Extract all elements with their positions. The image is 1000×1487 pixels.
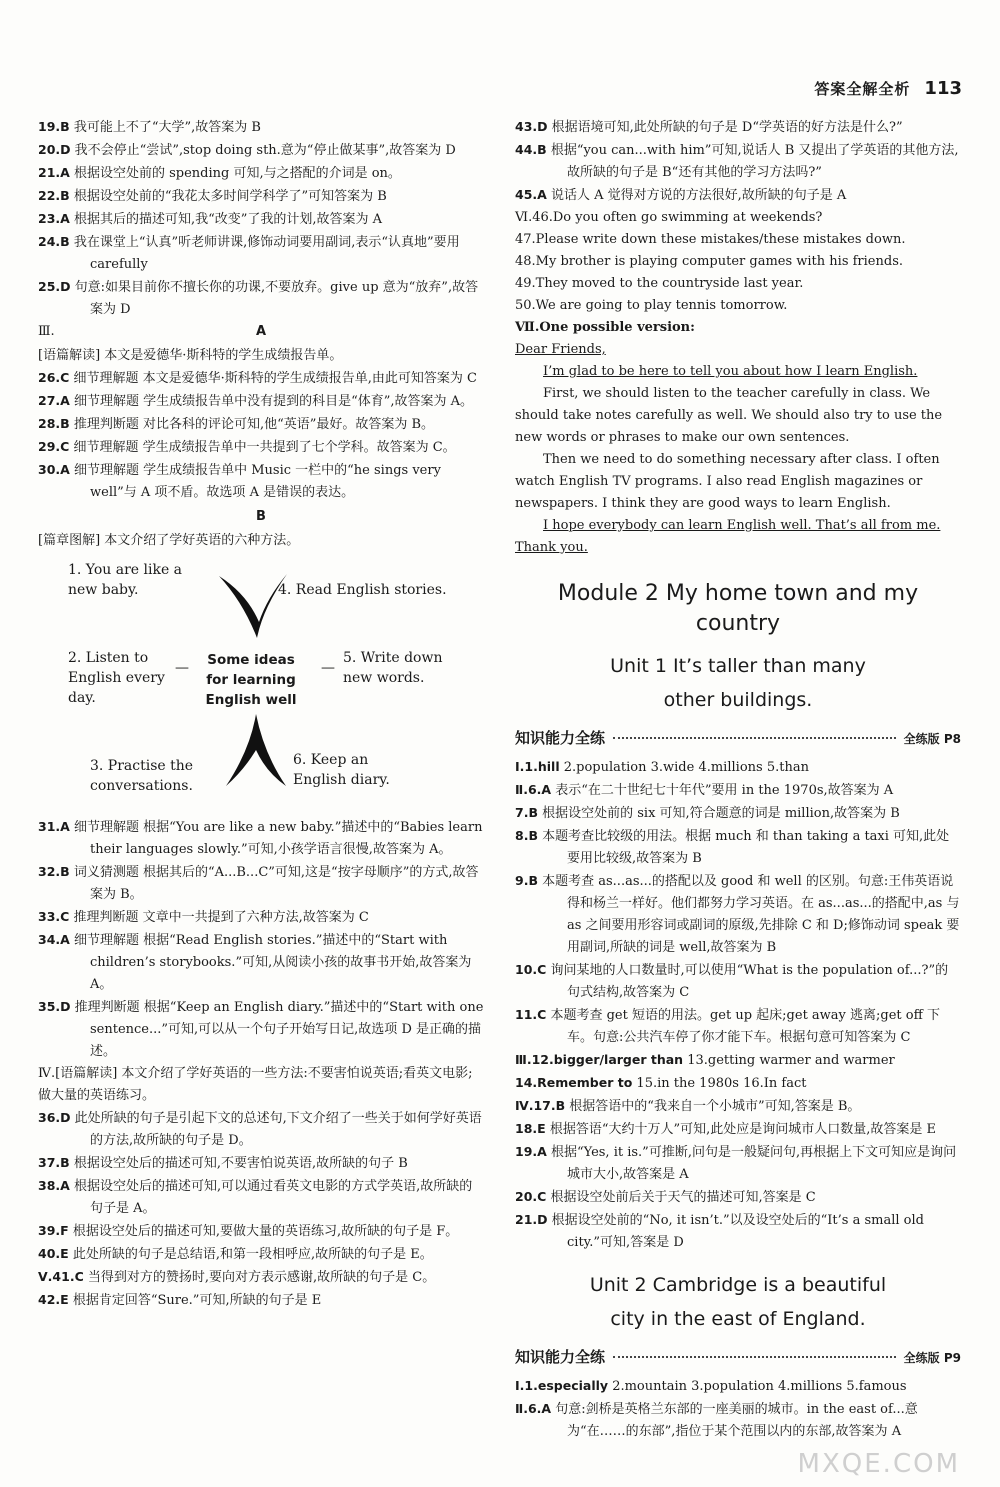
answer-text: 细节理解题 根据“Read English stories.”描述中的“Start with children’s storybooks.”可知,从阅读小孩的故事书开始,故答案为 A。 [73, 933, 472, 992]
diagram-center: Some ideas for learning English well [205, 652, 297, 708]
answer-text: 询问某地的人口数量时,可以使用“What is the population of...?”的句式结构,故答案为 C [550, 963, 949, 1000]
answer-number: 7.B [515, 805, 538, 820]
answer-item [515, 959, 961, 1004]
answer-item [515, 1209, 961, 1254]
answer-text: 本题考查 get 短语的用法。get up 起床;get away 逃离;get off 下车。句意:公共汽车停了你才能下车。根据句意可知答案为 C [550, 1008, 940, 1045]
answer-number: 18.E [515, 1121, 546, 1136]
answer-text: 根据答语“大约十万人”可知,此处应是询问城市人口数量,故答案是 E [549, 1122, 937, 1137]
answer-number: 14.Remember to [515, 1075, 633, 1090]
answer-text: 根据“you can...with him”可知,说话人 B 又提出了学英语的其他方法,故所缺的句子是 B“还有其他的学习方法吗?” [550, 143, 959, 180]
answer-text: 我在课堂上“认真”听老师讲课,修饰动词要用副词,表示“认真地”要用 carefully [73, 235, 460, 272]
answer-text: 根据设空处后的描述可知,可以通过看英文电影的方式学英语,故所缺的句子是 A。 [73, 1179, 473, 1216]
answer-text: 细节理解题 本文是爱德华·斯科特的学生成绩报告单,由此可知答案为 C [73, 371, 477, 386]
section-title: 知识能力全练 [515, 729, 606, 747]
answer-text: 15.in the 1980s 16.In fact [636, 1076, 807, 1091]
answer-item [38, 861, 484, 906]
answer-item [38, 276, 484, 321]
answer-number: Ⅲ.12.bigger/larger than [515, 1052, 684, 1067]
answer-list [38, 116, 484, 321]
ideas-diagram [38, 560, 484, 810]
unit-title: other buildings. [663, 689, 813, 711]
answer-text: 2.population 3.wide 4.millions 5.than [563, 760, 809, 775]
header-title: 答案全解全析 [814, 80, 911, 98]
answer-text: 此处所缺的句子是引起下文的总述句,下文介绍了一些关于如何学好英语的方法,故所缺的句子是 D。 [74, 1111, 482, 1148]
answer-list [515, 756, 961, 1254]
answer-item [38, 413, 484, 436]
dotted-leader [613, 737, 896, 739]
answer-item [515, 1072, 961, 1095]
answer-item [38, 929, 484, 996]
answer-text: 推理判断题 对比各科的评论可知,他“英语”最好。故答案为 B。 [73, 417, 435, 432]
answer-text: 根据设空处前的 spending 可知,与之搭配的介词是 on。 [73, 166, 401, 181]
answer-number: 21.A [38, 165, 70, 180]
module-title: Module 2 My home town and my country [557, 581, 919, 636]
answer-number: 32.B [38, 864, 70, 879]
answer-item [38, 459, 484, 504]
answer-item [38, 1243, 484, 1266]
answer-item [515, 1398, 961, 1443]
answer-item [38, 1266, 484, 1289]
unit-title: Unit 2 Cambridge is a beautiful [589, 1274, 887, 1296]
section-bar [515, 1346, 961, 1369]
answer-item [515, 1095, 961, 1118]
answer-number: 19.B [38, 119, 70, 134]
left-column [38, 116, 484, 1312]
answer-number: Ⅴ.41.C [38, 1269, 84, 1284]
answer-item [515, 756, 961, 779]
answer-text: 说话人 A 觉得对方说的方法很好,故所缺的句子是 A [550, 188, 847, 203]
answer-number: 23.A [38, 211, 70, 226]
watermark: MXQE.COM [797, 1449, 960, 1479]
answer-number: 39.F [38, 1223, 69, 1238]
answer-number: 37.B [38, 1155, 70, 1170]
answer-number: 35.D [38, 999, 71, 1014]
answer-item [515, 116, 961, 139]
answer-item [38, 367, 484, 390]
answer-number: 31.A [38, 819, 70, 834]
answer-text: 细节理解题 学生成绩报告单中没有提到的科目是“体育”,故答案为 A。 [73, 394, 474, 409]
answer-text: 推理判断题 根据“Keep an English diary.”描述中的“Start with one sentence...”可知,可以从一个句子开始写日记,故选项 D 是正确的描述。 [74, 1000, 484, 1059]
diagram-node-5: 5. Write down new words. [343, 650, 443, 686]
answer-item [515, 1118, 961, 1141]
answer-item [38, 162, 484, 185]
answer-text: 词义猜测题 根据其后的“A...B...C”可知,这是“按字母顺序”的方式,故答案为 B。 [73, 865, 479, 902]
essay-paragraph: I’m glad to be here to tell you about how I learn English. [543, 364, 918, 379]
diagram-node-2: 2. Listen to English every day. [68, 650, 165, 706]
brush-stroke-bottom [220, 710, 292, 790]
unit-title: city in the east of England. [610, 1308, 866, 1330]
answer-number: Ⅰ.1.especially [515, 1378, 609, 1393]
answer-item [515, 802, 961, 825]
answer-text: 根据语境可知,此处所缺的句子是 D“学英语的好方法是什么?” [551, 120, 903, 135]
answer-text: 我不会停止“尝试”,stop doing sth.意为“停止做某事”,故答案为 D [74, 143, 456, 158]
answer-item [38, 1152, 484, 1175]
answer-text: 本题考查比较级的用法。根据 much 和 than taking a taxi 可知,此处要用比较级,故答案为 B [542, 829, 950, 866]
answer-item [515, 779, 961, 802]
answer-number: 9.B [515, 873, 538, 888]
answer-text: 根据设空处前的 six 可知,符合题意的词是 million,故答案为 B [542, 806, 900, 821]
answer-text: 根据肯定回答“Sure.”可知,所缺的句子是 E [72, 1293, 322, 1308]
answer-number: 45.A [515, 187, 547, 202]
answer-text: 推理判断题 文章中一共提到了六种方法,故答案为 C [73, 910, 369, 925]
answer-number: 8.B [515, 828, 538, 843]
translation-sentence: 50.We are going to play tennis tomorrow. [515, 298, 788, 313]
answer-item [38, 1107, 484, 1152]
answer-number: 27.A [38, 393, 70, 408]
answer-item [38, 906, 484, 929]
answer-item [38, 816, 484, 861]
answer-number: 10.C [515, 962, 547, 977]
answer-item [38, 390, 484, 413]
sentence-list [515, 207, 961, 317]
answer-item [515, 825, 961, 870]
brush-stroke-top [213, 568, 293, 644]
answer-number: 20.C [515, 1189, 547, 1204]
answer-number: 22.B [38, 188, 70, 203]
answer-text: 细节理解题 学生成绩报告单中 Music 一栏中的“he sings very well”与 A 项不盾。故选项 A 是错误的表达。 [73, 463, 441, 500]
translation-sentence: 47.Please write down these mistakes/these mistakes down. [515, 232, 906, 247]
answer-number: Ⅰ.1.hill [515, 759, 560, 774]
essay-heading: Ⅶ.One possible version: [515, 320, 695, 335]
diagram-node-4: 4. Read English stories. [278, 582, 447, 598]
answer-text: 本题考查 as...as...的搭配以及 good 和 well 的区别。句意:王伟英语说得和杨兰一样好。他们都努力学习英语。在 as...as...的搭配中,as 与 as 之间要用形容词或副词的原级,先排除 C 和 D;修饰动词 speak 要用副词,所缺的词是 well,故答案为 B [542, 874, 960, 955]
answer-item [38, 116, 484, 139]
answer-text: 句意:如果目前你不擅长你的功课,不要放弃。give up 意为“放弃”,故答案为 D [74, 280, 479, 317]
answer-number: 20.D [38, 142, 71, 157]
passage-label: B [256, 509, 266, 524]
answer-text: 根据设空处前的“我花太多时间学科学了”可知答案为 B [73, 189, 387, 204]
answer-text: 细节理解题 根据“You are like a new baby.”描述中的“Babies learn their languages slowly.”可知,小孩学语言很慢,故答案为 A。 [73, 820, 483, 857]
dotted-leader [613, 1356, 896, 1358]
answer-number: Ⅱ.6.A [515, 1401, 552, 1416]
answer-text: 句意:剑桥是英格兰东部的一座美丽的城市。in the east of...意为“在……的东部”,指位于某个范围以内的东部,故答案为 A [555, 1402, 918, 1439]
answer-text: 根据“Yes, it is.”可推断,问句是一般疑问句,再根据上下文可知应是询问城市大小,故答案是 A [550, 1145, 957, 1182]
answer-item [38, 1175, 484, 1220]
reading-note: [语篇解读] 本文是爱德华·斯科特的学生成绩报告单。 [38, 348, 343, 363]
essay-paragraph: I hope everybody can learn English well. That’s all from me. Thank you. [515, 518, 941, 555]
section-ref: 全练版 P9 [903, 1351, 961, 1365]
answer-list [38, 367, 484, 504]
answer-text: 根据设空处后的描述可知,要做大量的英语练习,故所缺的句子是 F。 [72, 1224, 459, 1239]
answer-item [515, 1141, 961, 1186]
answer-text: 根据设空处后的描述可知,不要害怕说英语,故所缺的句子 B [73, 1156, 408, 1171]
answer-number: 24.B [38, 234, 70, 249]
connector-dash: — [321, 660, 335, 676]
answer-number: 33.C [38, 909, 70, 924]
section-bar [515, 727, 961, 750]
diagram-node-1: 1. You are like a new baby. [68, 562, 183, 598]
right-column [515, 116, 961, 1443]
answer-text: 此处所缺的句子是总结语,和第一段相呼应,故所缺的句子是 E。 [72, 1247, 433, 1262]
answer-number: 28.B [38, 416, 70, 431]
answer-list [515, 116, 961, 207]
answer-list [38, 1107, 484, 1312]
connector-dash: — [175, 660, 189, 676]
reading-note: [篇章图解] 本文介绍了学好英语的六种方法。 [38, 533, 300, 548]
answer-item [38, 1220, 484, 1243]
diagram-node-3: 3. Practise the conversations. [90, 758, 194, 794]
essay-greeting: Dear Friends, [515, 342, 606, 357]
answer-item [38, 996, 484, 1063]
sample-essay [515, 317, 961, 559]
answer-item [38, 208, 484, 231]
answer-text: 我可能上不了“大学”,故答案为 B [73, 120, 261, 135]
answer-text: 2.mountain 3.population 4.millions 5.famous [612, 1379, 907, 1394]
answer-item [38, 231, 484, 276]
answer-text: 根据设空处前的“No, it isn’t.”以及设空处后的“It’s a small old city.”可知,答案是 D [551, 1213, 924, 1250]
answer-number: 34.A [38, 932, 70, 947]
answer-text: 根据设空处前后关于天气的描述可知,答案是 C [550, 1190, 816, 1205]
answer-item [38, 185, 484, 208]
passage-label: A [255, 324, 267, 339]
section-marker: Ⅲ. [38, 324, 55, 339]
translation-sentence: Ⅵ.46.Do you often go swimming at weekends? [515, 210, 823, 225]
answer-number: 11.C [515, 1007, 547, 1022]
answer-item [38, 139, 484, 162]
answer-item [38, 1289, 484, 1312]
answer-number: 44.B [515, 142, 547, 157]
answer-number: Ⅳ.17.B [515, 1098, 566, 1113]
page-header [814, 78, 962, 108]
section-ref: 全练版 P8 [903, 732, 961, 746]
answer-number: 26.C [38, 370, 70, 385]
answer-item [515, 1004, 961, 1049]
essay-paragraph: Then we need to do something necessary after class. I often watch English TV programs. I also read English magazines or newspapers. I think they are good ways to learn English. [515, 452, 940, 511]
answer-number: 38.A [38, 1178, 70, 1193]
answer-number: 40.E [38, 1246, 69, 1261]
reading-note: Ⅳ.[语篇解读] 本文介绍了学好英语的一些方法:不要害怕说英语;看英文电影;做大量的英语练习。 [38, 1066, 473, 1103]
answer-list [515, 1375, 961, 1443]
answer-item [515, 184, 961, 207]
section-title: 知识能力全练 [515, 1348, 606, 1366]
answer-number: Ⅱ.6.A [515, 782, 552, 797]
translation-sentence: 49.They moved to the countryside last year. [515, 276, 804, 291]
answer-number: 29.C [38, 439, 70, 454]
answer-text: 13.getting warmer and warmer [687, 1053, 895, 1068]
answer-text: 表示“在二十世纪七十年代”要用 in the 1970s,故答案为 A [555, 783, 894, 798]
answer-item [38, 436, 484, 459]
essay-paragraph: First, we should listen to the teacher carefully in class. We should take notes carefully as well. We should also try to use the new words or phrases to make our own sentences. [515, 386, 943, 445]
translation-sentence: 48.My brother is playing computer games with his friends. [515, 254, 903, 269]
answer-item [515, 870, 961, 959]
answer-number: 43.D [515, 119, 548, 134]
answer-number: 36.D [38, 1110, 71, 1125]
answer-number: 42.E [38, 1292, 69, 1307]
answer-text: 细节理解题 学生成绩报告单中一共提到了七个学科。故答案为 C。 [73, 440, 456, 455]
answer-number: 19.A [515, 1144, 547, 1159]
answer-text: 根据其后的描述可知,我“改变”了我的计划,故答案为 A [73, 212, 383, 227]
answer-number: 30.A [38, 462, 70, 477]
answer-text: 当得到对方的赞扬时,要向对方表示感谢,故所缺的句子是 C。 [87, 1270, 436, 1285]
answer-item [515, 1375, 961, 1398]
diagram-node-6: 6. Keep an English diary. [293, 752, 390, 788]
unit-title: Unit 1 It’s taller than many [610, 655, 866, 677]
answer-item [515, 1049, 961, 1072]
answer-item [515, 1186, 961, 1209]
answer-text: 根据答语中的“我来自一个小城市”可知,答案是 B。 [569, 1099, 861, 1114]
page-number: 113 [924, 78, 962, 99]
answer-item [515, 139, 961, 184]
answer-number: 25.D [38, 279, 71, 294]
answer-number: 21.D [515, 1212, 548, 1227]
answer-list [38, 816, 484, 1063]
